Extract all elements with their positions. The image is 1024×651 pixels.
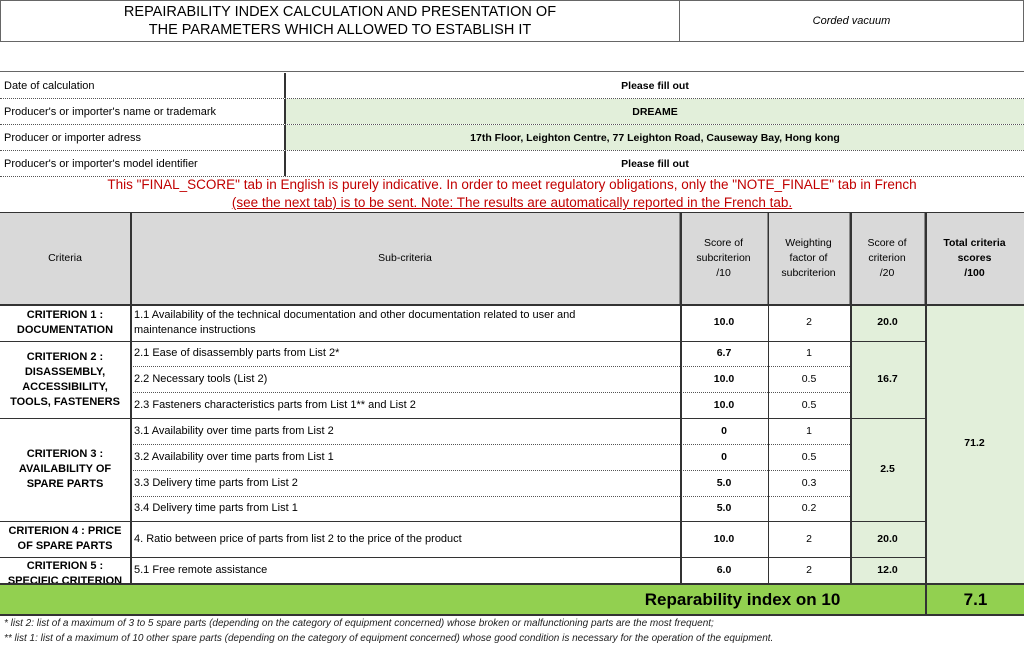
criterion-score-2: 16.7 (877, 373, 898, 385)
header-score-subcriterion: Score of subcriterion /10 (680, 212, 768, 304)
subcriterion-5-1: 5.1 Free remote assistance (134, 563, 268, 576)
weight: 0.5 (801, 372, 817, 385)
title-line-2: THE PARAMETERS WHICH ALLOWED TO ESTABLISH IT (148, 22, 532, 38)
header-total: Total criteria scores /100 (925, 212, 1024, 304)
info-value-model[interactable]: Please fill out (621, 158, 689, 170)
subcriterion-2-1: 2.1 Ease of disassembly parts from List 2* (134, 347, 340, 359)
criterion-5: CRITERION 5 : SPECIFIC CRITERION (0, 557, 131, 583)
info-value-address[interactable]: 17th Floor, Leighton Centre, 77 Leighton Road, Causeway Bay, Hong kong (286, 125, 1024, 150)
subscore: 6.7 (716, 347, 732, 359)
subcriterion-4: 4. Ratio between price of parts from list 2 to the price of the product (134, 532, 462, 545)
criterion-1: CRITERION 1 : DOCUMENTATION (0, 304, 131, 341)
info-row-address (0, 125, 1024, 151)
subscore: 6.0 (716, 563, 732, 576)
product-type: Corded vacuum (680, 0, 1024, 42)
subscore: 5.0 (716, 502, 732, 514)
info-value-date[interactable]: Please fill out (621, 80, 689, 92)
notice-line-1: This "FINAL_SCORE" tab in English is purely indicative. In order to meet regulatory obligations, only the "NOTE_FINALE" tab in French (107, 177, 917, 192)
criterion-2: CRITERION 2 : DISASSEMBLY, ACCESSIBILITY, TOOLS, FASTENERS (0, 341, 131, 418)
subcriterion-2-2: 2.2 Necessary tools (List 2) (134, 372, 268, 385)
subscore: 0 (721, 450, 727, 463)
criterion-4: CRITERION 4 : PRICE OF SPARE PARTS (0, 521, 131, 557)
header-sub-criteria: Sub-criteria (131, 212, 680, 304)
subscore: 0 (721, 424, 727, 437)
subcriterion-1-1: 1.1 Availability of the technical documentation and other documentation related to user and maintenance instructions (134, 308, 576, 336)
title-line-1: REPAIRABILITY INDEX CALCULATION AND PRESENTATION OF (123, 4, 557, 20)
score-table (0, 212, 1024, 583)
page-title (0, 0, 680, 42)
criterion-score-1: 20.0 (877, 316, 898, 328)
weight: 1 (806, 424, 812, 437)
weight: 2 (806, 563, 812, 576)
weight: 2 (806, 532, 812, 545)
subcriterion-3-4: 3.4 Delivery time parts from List 1 (134, 502, 298, 514)
notice-line-2: (see the next tab) is to be sent. Note: The results are automatically reported in the French tab. (231, 195, 793, 210)
criterion-3: CRITERION 3 : AVAILABILITY OF SPARE PARTS (0, 418, 131, 521)
info-label: Producer's or importer's model identifier (0, 151, 286, 176)
info-label: Date of calculation (0, 73, 286, 98)
reparability-index-label: Reparability index on 10 (644, 589, 841, 609)
footnote-list-2: * list 2: list of a maximum of 3 to 5 spare parts (depending on the category of equipment concerned) whose broken or malfunctioning parts are the most frequent; (4, 618, 714, 629)
reparability-index-value: 7.1 (925, 585, 1024, 614)
subscore: 10.0 (713, 398, 735, 411)
footnote-list-1: ** list 1: list of a maximum of 10 other spare parts (depending on the category of equipment concerned) whose good condition is necessary for the operation of the equipment. (4, 633, 774, 644)
total-criteria-score: 71.2 (964, 437, 985, 449)
info-value-name[interactable]: DREAME (286, 99, 1024, 124)
info-label: Producer's or importer's name or trademark (0, 99, 286, 124)
subscore: 10.0 (713, 372, 735, 385)
notice-text (0, 176, 1024, 212)
criterion-score-3: 2.5 (880, 463, 895, 475)
info-row-date (0, 73, 1024, 99)
header-criteria: Criteria (0, 212, 131, 304)
info-row-name (0, 99, 1024, 125)
subcriterion-3-2: 3.2 Availability over time parts from List 1 (134, 450, 334, 463)
weight: 0.2 (801, 502, 817, 514)
subscore: 5.0 (716, 476, 732, 489)
reparability-index-band (0, 583, 1024, 616)
criterion-score-5: 12.0 (877, 563, 898, 576)
header-score-criterion: Score of criterion /20 (850, 212, 925, 304)
subscore: 10.0 (713, 532, 735, 545)
subcriterion-2-3: 2.3 Fasteners characteristics parts from List 1** and List 2 (134, 398, 416, 411)
header-weighting: Weighting factor of subcriterion (768, 212, 850, 304)
blank-row (0, 42, 1024, 72)
subscore: 10.0 (713, 316, 735, 328)
weight: 0.5 (801, 450, 817, 463)
info-label: Producer or importer adress (0, 125, 286, 150)
info-row-model (0, 151, 1024, 177)
subcriterion-3-1: 3.1 Availability over time parts from List 2 (134, 424, 334, 437)
weight: 2 (806, 316, 812, 328)
criterion-score-4: 20.0 (877, 532, 898, 545)
weight: 0.5 (801, 398, 817, 411)
weight: 1 (806, 347, 812, 359)
subcriterion-3-3: 3.3 Delivery time parts from List 2 (134, 476, 298, 489)
weight: 0.3 (801, 476, 817, 489)
